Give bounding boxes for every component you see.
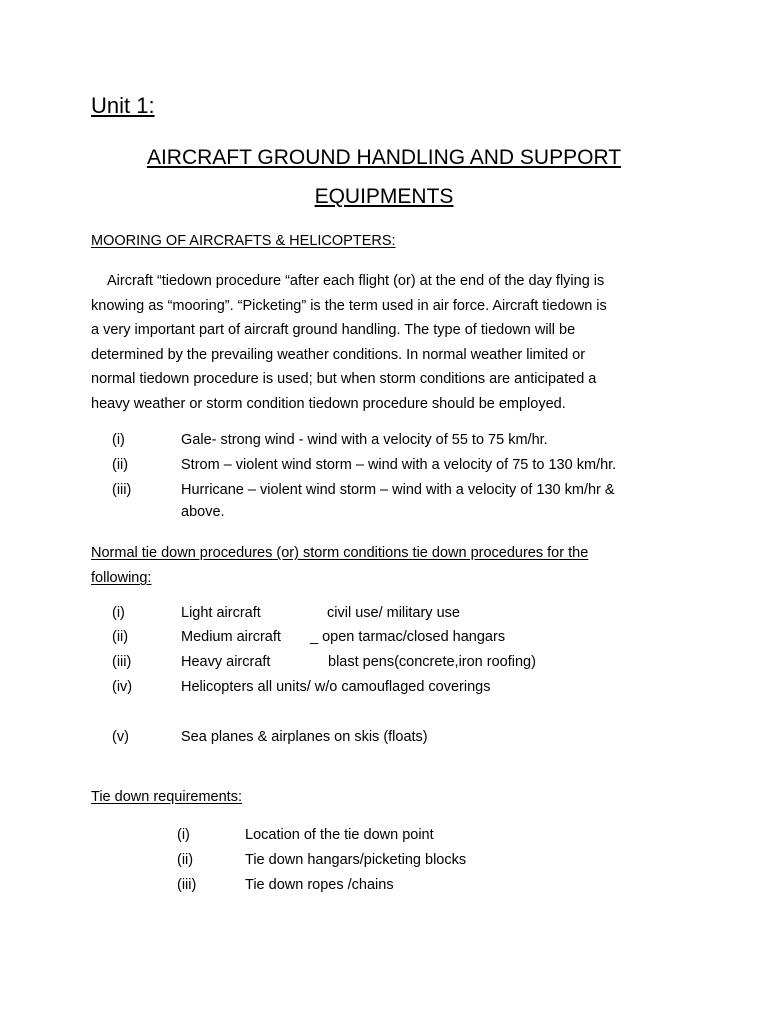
list-item-number: (v) <box>112 729 129 745</box>
paragraph-line: determined by the prevailing weather conditions. In normal weather limited or <box>91 346 586 363</box>
list-item-text: Tie down ropes /chains <box>245 877 394 893</box>
list-item-text: Strom – violent wind storm – wind with a velocity of 75 to 130 km/hr. <box>181 457 617 473</box>
list-item-number: (iv) <box>112 679 133 695</box>
list-item-number: (iii) <box>177 877 197 893</box>
list-item-number: (i) <box>112 432 125 448</box>
list-item-detail: blast pens(concrete,iron roofing) <box>328 654 536 670</box>
page-title-line-1: AIRCRAFT GROUND HANDLING AND SUPPORT <box>146 146 622 169</box>
list-item-text: Heavy aircraft <box>181 654 271 670</box>
list-item-text: Sea planes & airplanes on skis (floats) <box>181 729 428 745</box>
list-item-number: (ii) <box>112 457 129 473</box>
mooring-section-heading: MOORING OF AIRCRAFTS & HELICOPTERS: <box>91 233 396 249</box>
list-item-text: Hurricane – violent wind storm – wind with a velocity of 130 km/hr & <box>181 482 615 498</box>
list-item-continuation: above. <box>181 504 225 520</box>
heading-line: following: <box>91 570 152 586</box>
list-item-text: Medium aircraft <box>181 629 281 645</box>
normal-tie-down-heading <box>91 541 691 591</box>
list-item-number: (i) <box>112 605 125 621</box>
paragraph-line: knowing as “mooring”. “Picketing” is the term used in air force. Aircraft tiedown is <box>91 297 607 314</box>
unit-heading: Unit 1: <box>91 93 155 118</box>
list-item-number: (iii) <box>112 482 132 498</box>
list-item-text: Tie down hangars/picketing blocks <box>245 852 467 868</box>
paragraph-line: a very important part of aircraft ground handling. The type of tiedown will be <box>91 322 576 339</box>
paragraph-line: heavy weather or storm condition tiedown procedure should be employed. <box>91 395 566 412</box>
list-item-detail: civil use/ military use <box>327 605 460 621</box>
list-item-number: (iii) <box>112 654 132 670</box>
list-item-number: (ii) <box>112 629 129 645</box>
list-item-text: Location of the tie down point <box>245 827 434 843</box>
mooring-paragraph <box>91 269 691 417</box>
list-item-text: Gale- strong wind - wind with a velocity of 55 to 75 km/hr. <box>181 432 548 448</box>
paragraph-line: normal tiedown procedure is used; but when storm conditions are anticipated a <box>91 371 597 388</box>
list-item-number: (ii) <box>177 852 194 868</box>
list-item-number: (i) <box>177 827 190 843</box>
paragraph-line: Aircraft “tiedown procedure “after each flight (or) at the end of the day flying is <box>107 273 605 289</box>
list-item-text: Helicopters all units/ w/o camouflaged coverings <box>181 679 491 695</box>
list-item-detail: _ open tarmac/closed hangars <box>310 629 506 645</box>
page-title-line-2: EQUIPMENTS <box>314 185 454 208</box>
list-item-text: Light aircraft <box>181 605 261 621</box>
tie-down-requirements-heading: Tie down requirements: <box>91 789 242 805</box>
heading-line: Normal tie down procedures (or) storm conditions tie down procedures for the <box>91 545 589 561</box>
